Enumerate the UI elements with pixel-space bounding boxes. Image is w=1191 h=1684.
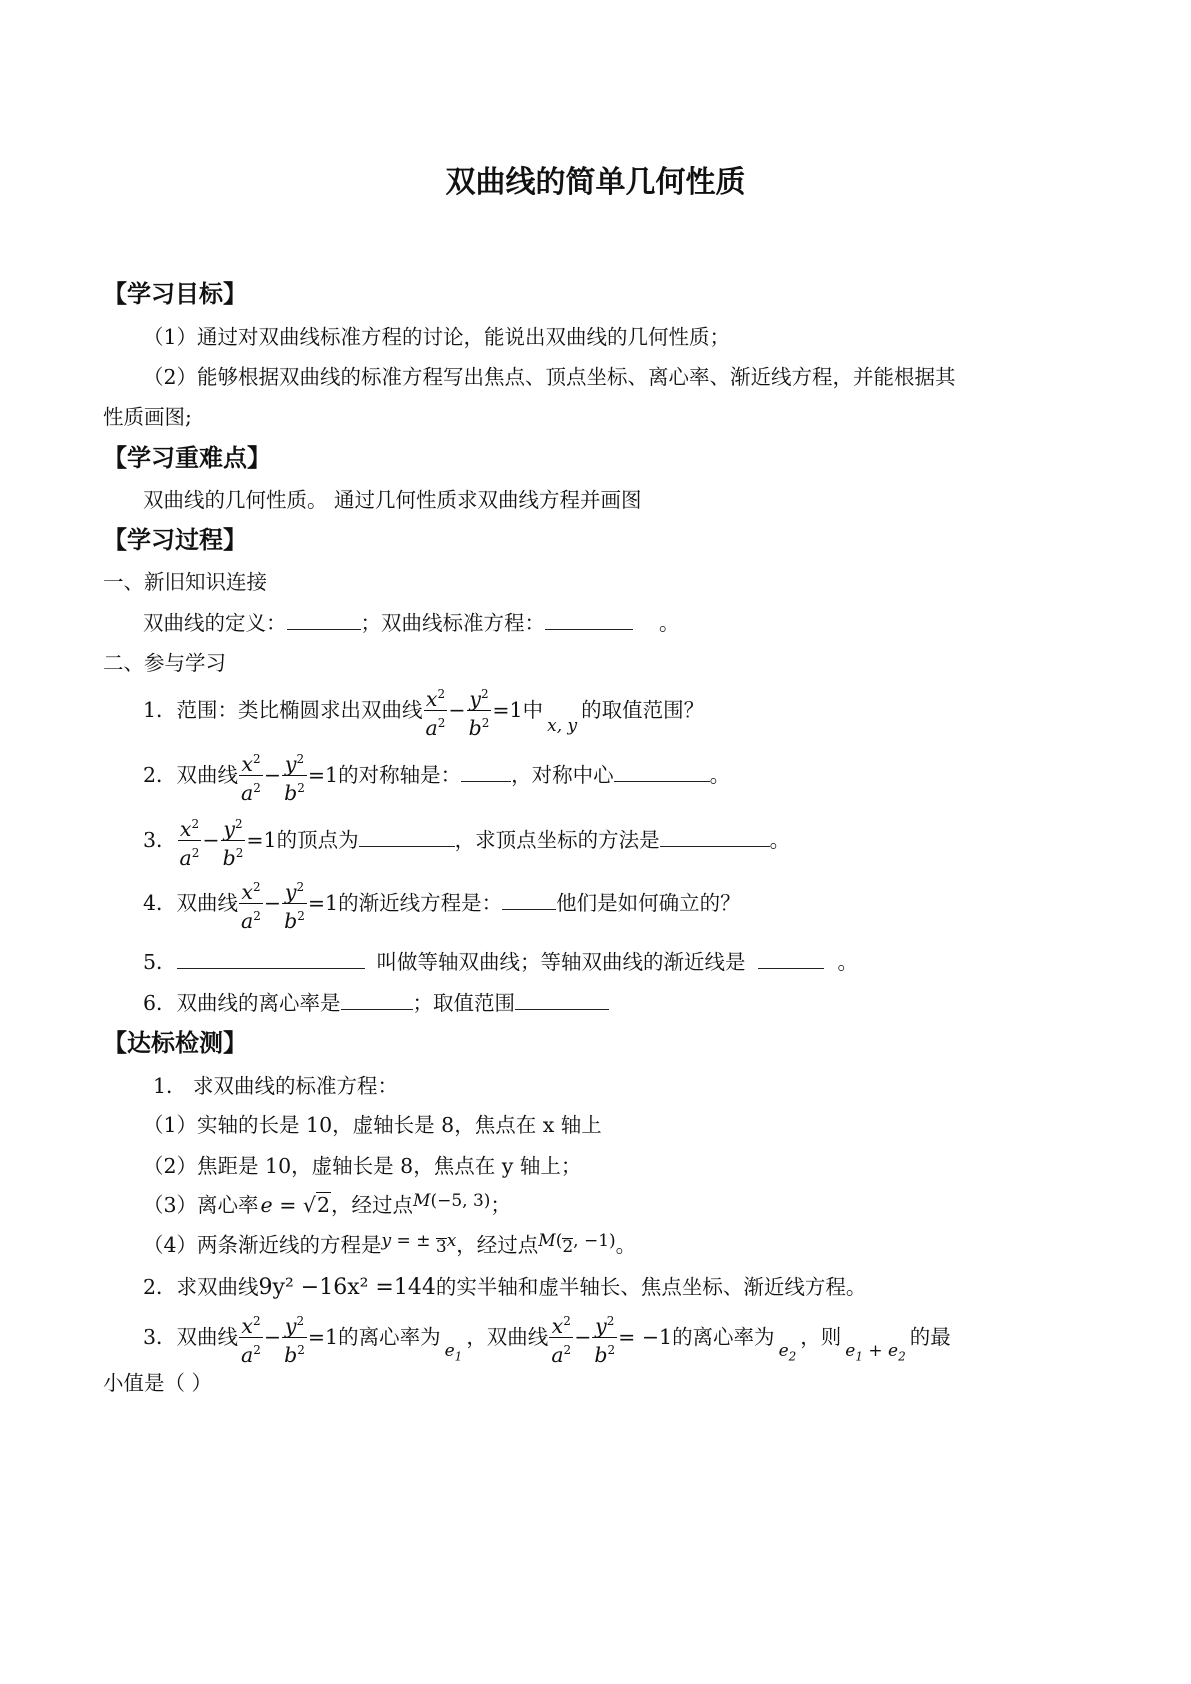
t2-text: 2．求双曲线 (143, 1275, 259, 1299)
section-heading-process: 【学习过程】 (103, 526, 247, 554)
q2-axis-label: 的对称轴是： (338, 762, 462, 787)
t14-text: （4）两条渐近线的方程是 (143, 1233, 382, 1257)
keypoints-text: 双曲线的几何性质。 通过几何性质求双曲线方程并画图 (143, 488, 642, 512)
test-1-3: （3）离心率e = √2，经过点$^{M(-5, 3)}$； (143, 1191, 511, 1217)
test-1-1: （1）实轴的长是 10，虚轴长是 8，焦点在 x 轴上 (143, 1113, 602, 1137)
e2: e2 (778, 1340, 797, 1364)
q6-range-label: ；取值范围 (412, 991, 516, 1015)
section-heading-objectives: 【学习目标】 (103, 280, 247, 308)
blank-standard-equation (545, 609, 633, 630)
t3-text2: ，双曲线 (466, 1324, 549, 1349)
fraction-x2-a2: $\frac{x^2}{a^2}$ (549, 1310, 573, 1367)
fraction-y2-b2: $\frac{y^2}{b^2}$ (592, 1310, 617, 1367)
blank-equilateral-asymptote (758, 948, 824, 969)
period: 。 (769, 827, 791, 852)
question-4: 4．双曲线 $\frac{x^2}{a^2}$ − $\frac{y^2}{b^2}$ =1的渐近线方程是： 他们是如何确立的？ (143, 876, 741, 933)
blank-definition (287, 609, 361, 630)
section-heading-keypoints: 【学习重难点】 (103, 444, 271, 472)
section-heading-test: 【达标检测】 (103, 1029, 247, 1057)
q5-number: 5． (143, 950, 177, 974)
t3-ecc-label2: 的离心率为 (672, 1324, 775, 1349)
q6-eccentricity-label: 6．双曲线的离心率是 (143, 991, 341, 1015)
test-1: 1． 求双曲线的标准方程： (153, 1074, 399, 1098)
test-1-4 (143, 1228, 636, 1261)
blank-eccentricity (341, 989, 413, 1010)
q4-text: 4．双曲线 (143, 890, 239, 915)
part1-equation-label: ；双曲线标准方程： (360, 611, 545, 635)
q1-vars: x, y (547, 715, 578, 736)
q1-mid: 中 (522, 697, 544, 722)
t14-point-label: ，经过点 (456, 1233, 539, 1257)
eq-rhs: =1 (307, 890, 339, 915)
point-M-2: M( 2 , −1) (538, 1231, 615, 1251)
q4-asymptote-label: 的渐近线方程是： (338, 890, 503, 915)
blank-range (515, 989, 609, 1010)
period: 。 (615, 1233, 637, 1257)
eq-rhs: =1 (246, 827, 277, 852)
fraction-y2-b2: $\frac{y^2}{b^2}$ (282, 1310, 307, 1367)
blank-method (660, 826, 770, 847)
t2-equation: 9y² −16x² =144 (258, 1275, 436, 1300)
q5-text: 叫做等轴双曲线；等轴双曲线的渐近线是 (376, 950, 746, 974)
period: 。 (659, 611, 680, 635)
question-5 (143, 945, 858, 975)
semicolon: ； (490, 1193, 511, 1217)
t13-text: （3）离心率 (143, 1193, 259, 1217)
t13-point-label: ，经过点 (331, 1193, 414, 1217)
q1-end: 的取值范围？ (581, 697, 705, 722)
q4-question: 他们是如何确立的？ (556, 890, 741, 915)
objective-item-2-cont: 性质画图; (103, 405, 192, 429)
q2-text: 2．双曲线 (143, 762, 239, 787)
fraction-y2-b2: $\frac{y^2}{b^2}$ (221, 813, 246, 870)
objective-item-1: （1）通过对双曲线标准方程的讨论，能说出双曲线的几何性质； (143, 325, 731, 349)
q1-text: 1．范围：类比椭圆求出双曲线 (143, 697, 423, 722)
eq-rhs: =1 (492, 697, 523, 722)
fraction-x2-a2: $\frac{x^2}{a^2}$ (239, 1310, 263, 1367)
blank-axis (461, 761, 511, 782)
e1-plus-e2: e1 + e2 (845, 1340, 906, 1364)
question-2: 2．双曲线 $\frac{x^2}{a^2}$ − $\frac{y^2}{b^2}$ =1的对称轴是： ，对称中心 。 (143, 748, 730, 805)
objective-item-2: （2）能够根据双曲线的标准方程写出焦点、顶点坐标、离心率、渐近线方程，并能根据其 (143, 365, 956, 389)
t3-ecc-label: 的离心率为 (338, 1324, 441, 1349)
blank-center (614, 761, 710, 782)
period: 。 (837, 950, 859, 974)
t3-end: 的最 (909, 1324, 951, 1349)
fraction-x2-a2: $\frac{x^2}{a^2}$ (424, 683, 448, 740)
eq-rhs: = −1 (618, 1324, 673, 1349)
blank-equilateral-definition (177, 948, 365, 969)
page-title: 双曲线的简单几何性质 (445, 165, 746, 200)
t3-text: 3．双曲线 (143, 1324, 239, 1349)
eq-rhs: =1 (307, 762, 339, 787)
q3-vertex-label: 的顶点为 (276, 827, 359, 852)
test-3-cont: 小值是（ ） (103, 1371, 213, 1395)
blank-vertex (359, 826, 455, 847)
eq-rhs: =1 (307, 1324, 339, 1349)
e1: e1 (444, 1340, 463, 1364)
test-2 (143, 1270, 866, 1300)
part1-line (143, 606, 680, 636)
q3-method-label: ，求顶点坐标的方法是 (454, 827, 660, 852)
part1-heading: 一、新旧知识连接 (103, 570, 267, 594)
question-6 (143, 986, 609, 1016)
fraction-x2-a2: $\frac{x^2}{a^2}$ (239, 748, 263, 805)
period: 。 (709, 762, 731, 787)
t3-then: ，则 (800, 1324, 842, 1349)
fraction-y2-b2: $\frac{y^2}{b^2}$ (467, 683, 492, 740)
point-M: M(−5, 3) (413, 1191, 491, 1211)
fraction-x2-a2: $\frac{x^2}{a^2}$ (178, 813, 202, 870)
fraction-y2-b2: $\frac{y^2}{b^2}$ (282, 748, 307, 805)
test-3: 3．双曲线 $\frac{x^2}{a^2}$ − $\frac{y^2}{b^2}$ =1的离心率为$_{e_1}$，双曲线 $\frac{x^2}{a^2}$ − $\frac{y^2}{b^2}$ = −1的离心率为$_{e_2}$，则$_{e_1 + e_2}$的最 (143, 1310, 951, 1367)
question-1: 1．范围：类比椭圆求出双曲线 $\frac{x^2}{a^2}$ − $\frac{y^2}{b^2}$ =1中$_{x, y}$的取值范围？ (143, 683, 704, 740)
fraction-x2-a2: $\frac{x^2}{a^2}$ (239, 876, 263, 933)
part1-definition-label: 双曲线的定义： (143, 611, 287, 635)
blank-asymptote (502, 889, 556, 910)
q2-center-label: ，对称中心 (511, 762, 614, 787)
q3-number: 3． (143, 827, 177, 852)
part2-heading: 二、参与学习 (103, 651, 226, 675)
test-1-2: （2）焦距是 10，虚轴长是 8，焦点在 y 轴上； (143, 1154, 582, 1178)
question-3: 3． $\frac{x^2}{a^2}$ − $\frac{y^2}{b^2}$ =1的顶点为 ，求顶点坐标的方法是 。 (143, 813, 790, 870)
fraction-y2-b2: $\frac{y^2}{b^2}$ (282, 876, 307, 933)
asymptote-equation: y = ± 3 x (382, 1231, 457, 1251)
t2-text-end: 的实半轴和虚半轴长、焦点坐标、渐近线方程。 (435, 1275, 867, 1299)
